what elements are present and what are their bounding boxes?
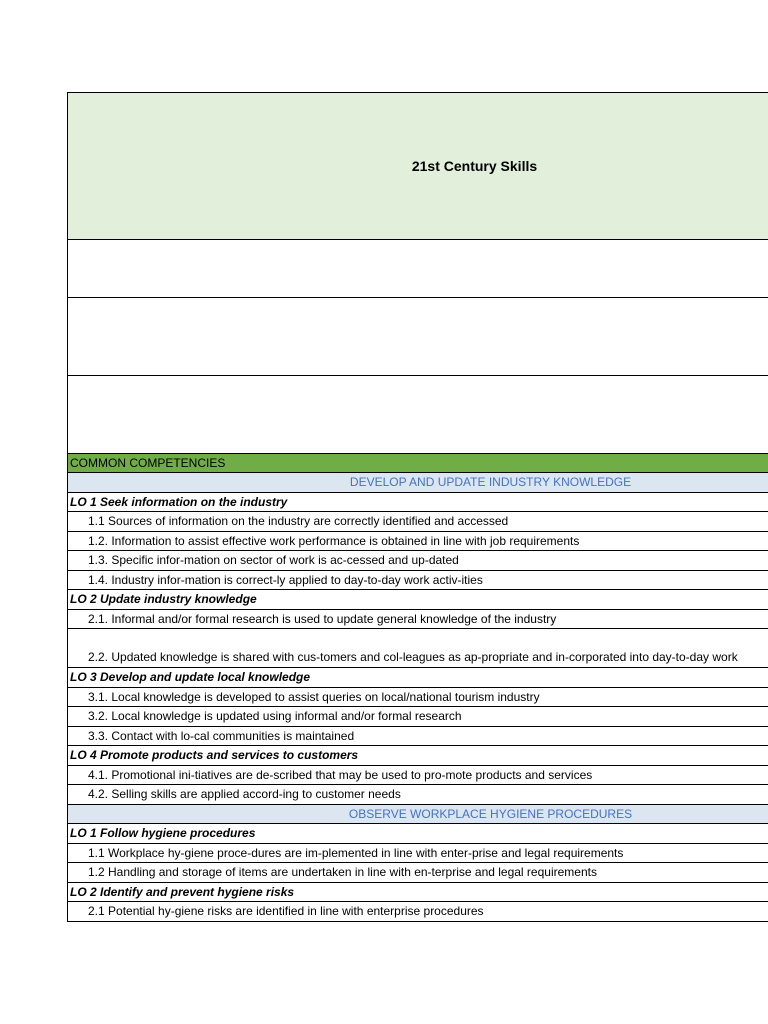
unit-title: OBSERVE WORKPLACE HYGIENE PROCEDURES: [348, 806, 633, 821]
lo-row[interactable]: LO 3 Develop and update local knowledge: [68, 668, 768, 688]
criteria-row[interactable]: 4.1. Promotional ini-tiatives are de-scribed that may be used to pro-mote products and services: [68, 766, 768, 786]
blank-cell[interactable]: [68, 298, 768, 376]
competency-sheet: [67, 92, 768, 922]
criteria-row[interactable]: 2.1 Potential hy-giene risks are identified in line with enterprise procedures: [68, 902, 768, 922]
title-cell[interactable]: [68, 93, 768, 240]
criteria-row[interactable]: 1.2. Information to assist effective work performance is obtained in line with job requirements: [68, 532, 768, 552]
criteria-row[interactable]: 1.4. Industry infor-mation is correct-ly applied to day-to-day work activ-ities: [68, 571, 768, 591]
criteria-row[interactable]: 3.1. Local knowledge is developed to assist queries on local/national tourism industry: [68, 688, 768, 708]
lo-row[interactable]: LO 4 Promote products and services to customers: [68, 746, 768, 766]
section-header[interactable]: COMMON COMPETENCIES: [68, 453, 768, 473]
lo-row[interactable]: LO 1 Seek information on the industry: [68, 493, 768, 513]
lo-row[interactable]: LO 2 Identify and prevent hygiene risks: [68, 883, 768, 903]
unit-header[interactable]: [68, 805, 768, 825]
blank-cell[interactable]: [68, 376, 768, 453]
criteria-row[interactable]: 1.1 Workplace hy-giene proce-dures are im-plemented in line with enter-prise and legal requirements: [68, 844, 768, 864]
criteria-row[interactable]: 2.2. Updated knowledge is shared with cus-tomers and col-leagues as ap-propriate and in-corporated into day-to-day work: [68, 629, 768, 668]
criteria-row[interactable]: 1.3. Specific infor-mation on sector of work is ac-cessed and up-dated: [68, 551, 768, 571]
criteria-row[interactable]: 1.2 Handling and storage of items are undertaken in line with en-terprise and legal requirements: [68, 863, 768, 883]
unit-header[interactable]: [68, 473, 768, 493]
criteria-row[interactable]: 3.3. Contact with lo-cal communities is maintained: [68, 727, 768, 747]
criteria-row[interactable]: 2.1. Informal and/or formal research is used to update general knowledge of the industry: [68, 610, 768, 630]
criteria-row[interactable]: 1.1 Sources of information on the industry are correctly identified and accessed: [68, 512, 768, 532]
blank-cell[interactable]: [68, 240, 768, 298]
lo-row[interactable]: LO 1 Follow hygiene procedures: [68, 824, 768, 844]
criteria-row[interactable]: 4.2. Selling skills are applied accord-ing to customer needs: [68, 785, 768, 805]
lo-row[interactable]: LO 2 Update industry knowledge: [68, 590, 768, 610]
sheet-title: 21st Century Skills: [411, 158, 538, 174]
criteria-row[interactable]: 3.2. Local knowledge is updated using informal and/or formal research: [68, 707, 768, 727]
unit-title: DEVELOP AND UPDATE INDUSTRY KNOWLEDGE: [349, 475, 632, 489]
